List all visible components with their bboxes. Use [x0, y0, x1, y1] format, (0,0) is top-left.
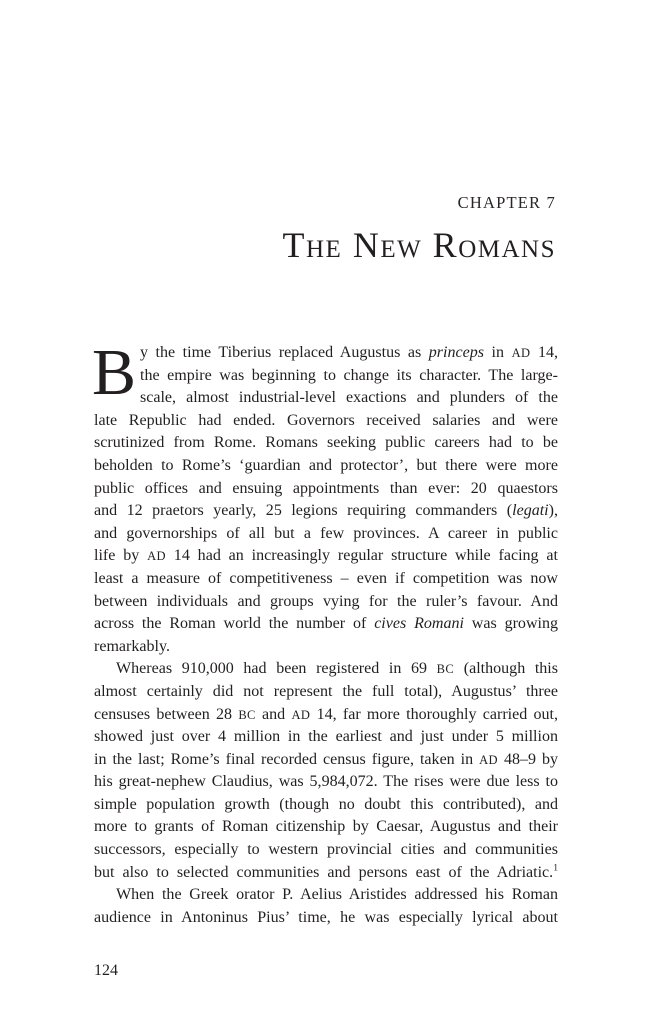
text-line: [94, 749, 558, 772]
text-run: 14, far more thoroughly carried out,: [310, 705, 558, 723]
text-line: showed just over 4 million in the earliest and just under 5 million: [94, 728, 558, 746]
paragraph: [92, 336, 559, 658]
text-line: between individuals and groups vying for the ruler’s favour. And: [94, 592, 558, 610]
text-run: was growing: [463, 615, 559, 633]
text-line: [94, 613, 558, 636]
text-line: audience in Antoninus Pius’ time, he was especially lyrical about: [94, 908, 558, 926]
text-line: scale, almost industrial-level exactions and plunders of the: [140, 389, 558, 407]
text-run: Whereas 910,000 had been registered in 69: [116, 660, 437, 678]
era-abbrev: BC: [238, 707, 256, 722]
text-line: [94, 862, 558, 885]
text-run: in the last; Rome’s final recorded census figure, taken in: [94, 750, 480, 768]
text-line: least a measure of competitiveness – even if competition was now: [94, 569, 558, 587]
text-run: 14 had an increasingly regular structure while facing at: [165, 547, 558, 565]
text-run: across the Roman world the number of: [94, 615, 375, 633]
chapter-label: CHAPTER 7: [457, 193, 556, 212]
text-line: [94, 500, 558, 523]
footnote-ref[interactable]: 1: [553, 862, 558, 874]
text-run: 48–9 by: [497, 750, 558, 768]
text-line: almost certainly did not represent the full total), Augustus’ three: [94, 682, 558, 700]
text-line: scrutinized from Rome. Romans seeking public careers had to be: [94, 434, 558, 452]
text-line: the empire was beginning to change its character. The large-: [140, 366, 558, 384]
paragraph: [94, 658, 558, 884]
chapter-title: The New Romans: [282, 225, 556, 265]
text-line: [94, 342, 558, 365]
text-line: successors, especially to western provincial cities and communities: [94, 841, 558, 859]
text-line: remarkably.: [94, 637, 170, 655]
text-line: more to grants of Roman citizenship by Caesar, Augustus and their: [94, 818, 558, 836]
text-run: censuses between 28: [94, 705, 239, 723]
text-line: late Republic had ended. Governors received salaries and were: [94, 411, 558, 429]
body-text: [92, 336, 559, 929]
page-number: 124: [94, 962, 118, 979]
italic-term: legati: [512, 502, 549, 520]
era-abbrev: AD: [479, 752, 498, 767]
text-run: but also to selected communities and persons east of the Adriatic.: [94, 863, 554, 881]
era-abbrev: AD: [291, 707, 311, 722]
text-line: [94, 545, 558, 568]
text-line: and governorships of all but a few provinces. A career in public: [94, 524, 558, 542]
text-line: his great-nephew Claudius, was 5,984,072. The rises were due less to: [94, 773, 558, 791]
paragraph: [94, 884, 558, 929]
text-line: simple population growth (though no doubt this contributed), and: [94, 795, 558, 813]
italic-term: princeps: [428, 344, 484, 361]
text-line: public offices and ensuing appointments than ever: 20 quaestors: [94, 479, 558, 497]
text-run: in: [484, 344, 512, 361]
text-run: (although this: [454, 660, 558, 678]
drop-cap: B: [92, 336, 137, 409]
text-line: beholden to Rome’s ‘guardian and protector’, but there were more: [94, 456, 558, 474]
text-line: When the Greek orator P. Aelius Aristides addressed his Roman: [116, 886, 558, 904]
italic-term: cives Romani: [374, 615, 464, 633]
text-line: [94, 704, 558, 727]
era-abbrev: BC: [436, 662, 455, 677]
text-run: ),: [548, 502, 558, 520]
era-abbrev: AD: [147, 549, 166, 564]
era-abbrev: AD: [511, 346, 531, 360]
text-run: and: [255, 705, 292, 723]
text-run: y the time Tiberius replaced Augustus as: [140, 344, 429, 361]
text-run: life by: [94, 547, 148, 565]
text-line: [94, 658, 558, 681]
text-run: and 12 praetors yearly, 25 legions requiring commanders (: [94, 502, 513, 520]
text-run: 14,: [530, 344, 559, 361]
